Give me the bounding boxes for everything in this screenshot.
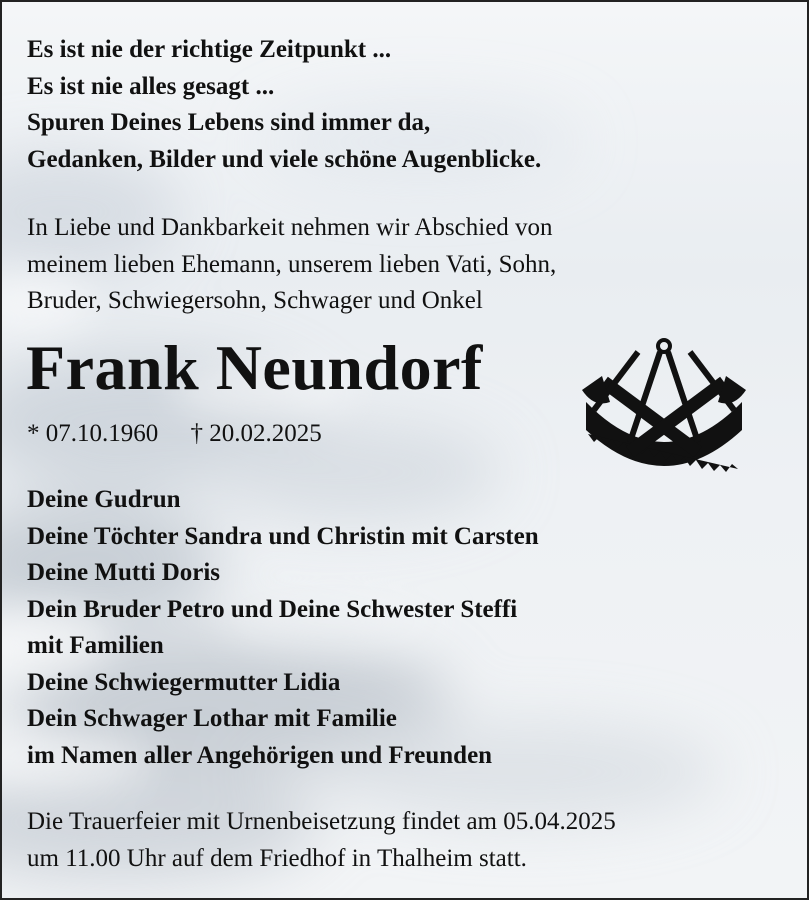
mourner-line: Dein Bruder Petro und Deine Schwester Steffi [27, 595, 518, 623]
carpenter-guild-emblem-icon [580, 332, 748, 472]
farewell-intro [27, 210, 556, 320]
mourner-line: Deine Schwiegermutter Lidia [27, 668, 341, 696]
mourner-line: Deine Gudrun [27, 486, 181, 513]
mourner-line: im Namen aller Angehörigen und Freunden [27, 741, 493, 769]
poem-line: Es ist nie alles gesagt ... [27, 72, 275, 100]
poem-line: Gedanken, Bilder und viele schöne Augenblicke. [27, 145, 542, 173]
intro-line: Bruder, Schwiegersohn, Schwager und Onkel [27, 287, 483, 314]
mourner-line: mit Familien [27, 632, 164, 659]
poem-line: Spuren Deines Lebens sind immer da, [27, 109, 431, 136]
poem-line: Es ist nie der richtige Zeitpunkt ... [27, 36, 392, 63]
ceremony-line: um 11.00 Uhr auf dem Friedhof in Thalheim statt. [27, 844, 527, 872]
ceremony-line: Die Trauerfeier mit Urnenbeisetzung findet am 05.04.2025 [27, 808, 616, 835]
intro-line: In Liebe und Dankbarkeit nehmen wir Abschied von [27, 214, 553, 241]
mourners-list [27, 482, 539, 774]
life-dates [27, 416, 322, 452]
mourner-line: Dein Schwager Lothar mit Familie [27, 705, 397, 732]
intro-line: meinem lieben Ehemann, unserem lieben Vati, Sohn, [27, 250, 557, 278]
birth-date: * 07.10.1960 [27, 420, 159, 447]
deceased-name: Frank Neundorf [26, 332, 483, 403]
mourner-line: Deine Mutti Doris [27, 559, 221, 586]
mourner-line: Deine Töchter Sandra und Christin mit Carsten [27, 522, 539, 550]
poem [27, 32, 541, 178]
ceremony-info [27, 804, 616, 877]
death-date: † 20.02.2025 [190, 420, 322, 447]
